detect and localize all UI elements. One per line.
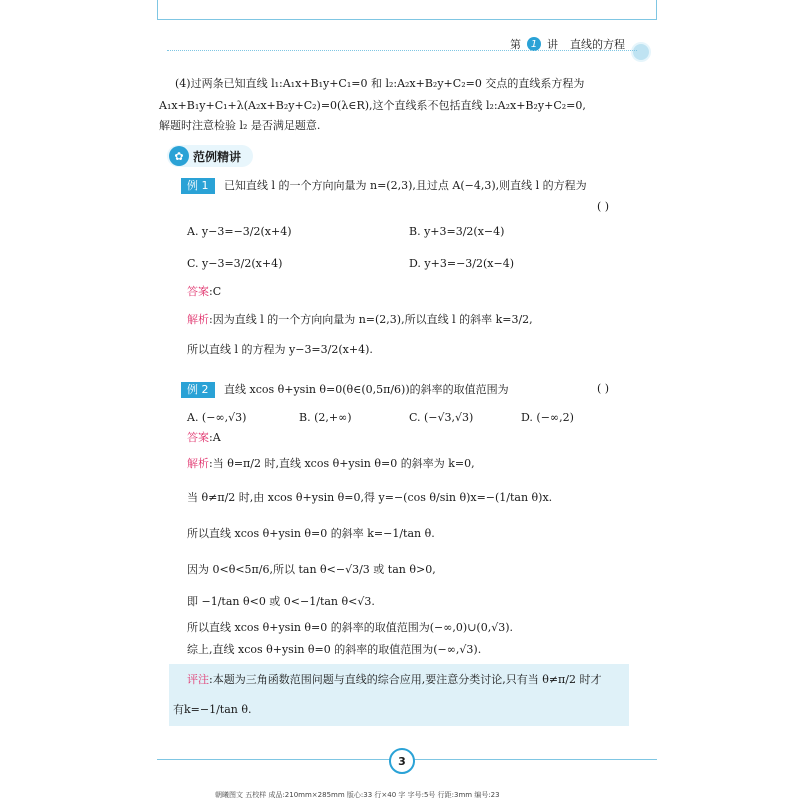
example2-analysis-5: 即 −1/tan θ<0 或 0<−1/tan θ<√3. [187, 595, 375, 608]
example2-analysis-6: 所以直线 xcos θ+ysin θ=0 的斜率的取值范围为(−∞,0)∪(0,√3). [187, 621, 514, 634]
analysis-label: 解析 [187, 457, 209, 470]
example1-tag: 例 1 [181, 178, 215, 194]
example1-option-a: A. y−3=−3/2(x+4) [187, 225, 292, 238]
example1-question-row [181, 178, 587, 194]
example1-option-d: D. y+3=−3/2(x−4) [409, 257, 514, 270]
intro-line-1: (4)过两条已知直线 l₁:A₁x+B₁y+C₁=0 和 l₂:A₂x+B₂y+C₂=0 交点的直线系方程为 [175, 77, 585, 90]
page-number: 3 [389, 748, 415, 774]
analysis-text: :当 θ=π/2 时,直线 xcos θ+ysin θ=0 的斜率为 k=0, [209, 457, 475, 470]
example2-analysis-3: 所以直线 xcos θ+ysin θ=0 的斜率 k=−1/tan θ. [187, 527, 435, 540]
note-line-2: 有k=−1/tan θ. [173, 703, 252, 716]
example2-question: 直线 xcos θ+ysin θ=0(θ∈(0,5π/6))的斜率的取值范围为 [224, 383, 509, 396]
example2-option-d: D. (−∞,2) [521, 411, 574, 424]
example1-option-b: B. y+3=3/2(x−4) [409, 225, 505, 238]
section-title: 范例精讲 [193, 149, 242, 164]
intro-line-3: 解题时注意检验 l₂ 是否满足题意. [159, 119, 321, 132]
page [157, 0, 657, 770]
example1-paren: ( ) [597, 200, 610, 213]
answer-label: 答案 [187, 285, 209, 298]
chapter-title: 直线的方程 [570, 38, 625, 51]
example2-analysis-4: 因为 0<θ<5π/6,所以 tan θ<−√3/3 或 tan θ>0, [187, 563, 436, 576]
analysis-label: 解析 [187, 313, 209, 326]
example2-tag: 例 2 [181, 382, 215, 398]
chapter-number: 1 [527, 37, 541, 51]
note-line-1 [187, 672, 601, 688]
example2-paren: ( ) [597, 382, 610, 395]
note-label: 评注 [187, 673, 209, 686]
example2-question-row [181, 382, 509, 398]
example2-analysis-2: 当 θ≠π/2 时,由 xcos θ+ysin θ=0,得 y=−(cos θ/sin θ)x=−(1/tan θ)x. [187, 491, 553, 504]
print-imprint: 朝曦图文 五校样 成品:210mm×285mm 版心:33 行×40 字 字号:5号 行距:3mm 编号:23 [215, 791, 500, 799]
example1-analysis-1 [187, 312, 533, 328]
intro-line-2: A₁x+B₁y+C₁+λ(A₂x+B₂y+C₂)=0(λ∈R),这个直线系不包括直线 l₂:A₂x+B₂y+C₂=0, [159, 99, 586, 112]
example1-analysis-2: 所以直线 l 的方程为 y−3=3/2(x+4). [187, 343, 373, 356]
chapter-suffix: 讲 [547, 38, 558, 51]
example1-option-c: C. y−3=3/2(x+4) [187, 257, 283, 270]
answer-value: :C [209, 285, 222, 298]
note-box [169, 664, 629, 726]
lightbulb-icon: ✿ [169, 146, 189, 166]
chapter-prefix: 第 [510, 38, 521, 51]
header-divider [167, 50, 637, 51]
note-text: :本题为三角函数范围问题与直线的综合应用,要注意分类讨论,只有当 θ≠π/2 时才 [209, 673, 602, 686]
answer-value: :A [209, 431, 221, 444]
answer-label: 答案 [187, 431, 209, 444]
example2-answer [187, 430, 221, 446]
header-circle-icon [631, 42, 651, 62]
example1-answer [187, 284, 221, 300]
top-frame [157, 0, 657, 20]
example2-analysis-7: 综上,直线 xcos θ+ysin θ=0 的斜率的取值范围为(−∞,√3). [187, 643, 482, 656]
section-heading [167, 145, 253, 167]
example2-analysis-1 [187, 456, 475, 472]
example2-option-a: A. (−∞,√3) [187, 411, 247, 424]
example2-option-b: B. (2,+∞) [299, 411, 352, 424]
example2-option-c: C. (−√3,√3) [409, 411, 474, 424]
analysis-text: :因为直线 l 的一个方向向量为 n=(2,3),所以直线 l 的斜率 k=3/2, [209, 313, 533, 326]
example1-question: 已知直线 l 的一个方向向量为 n=(2,3),且过点 A(−4,3),则直线 l 的方程为 [224, 179, 587, 192]
